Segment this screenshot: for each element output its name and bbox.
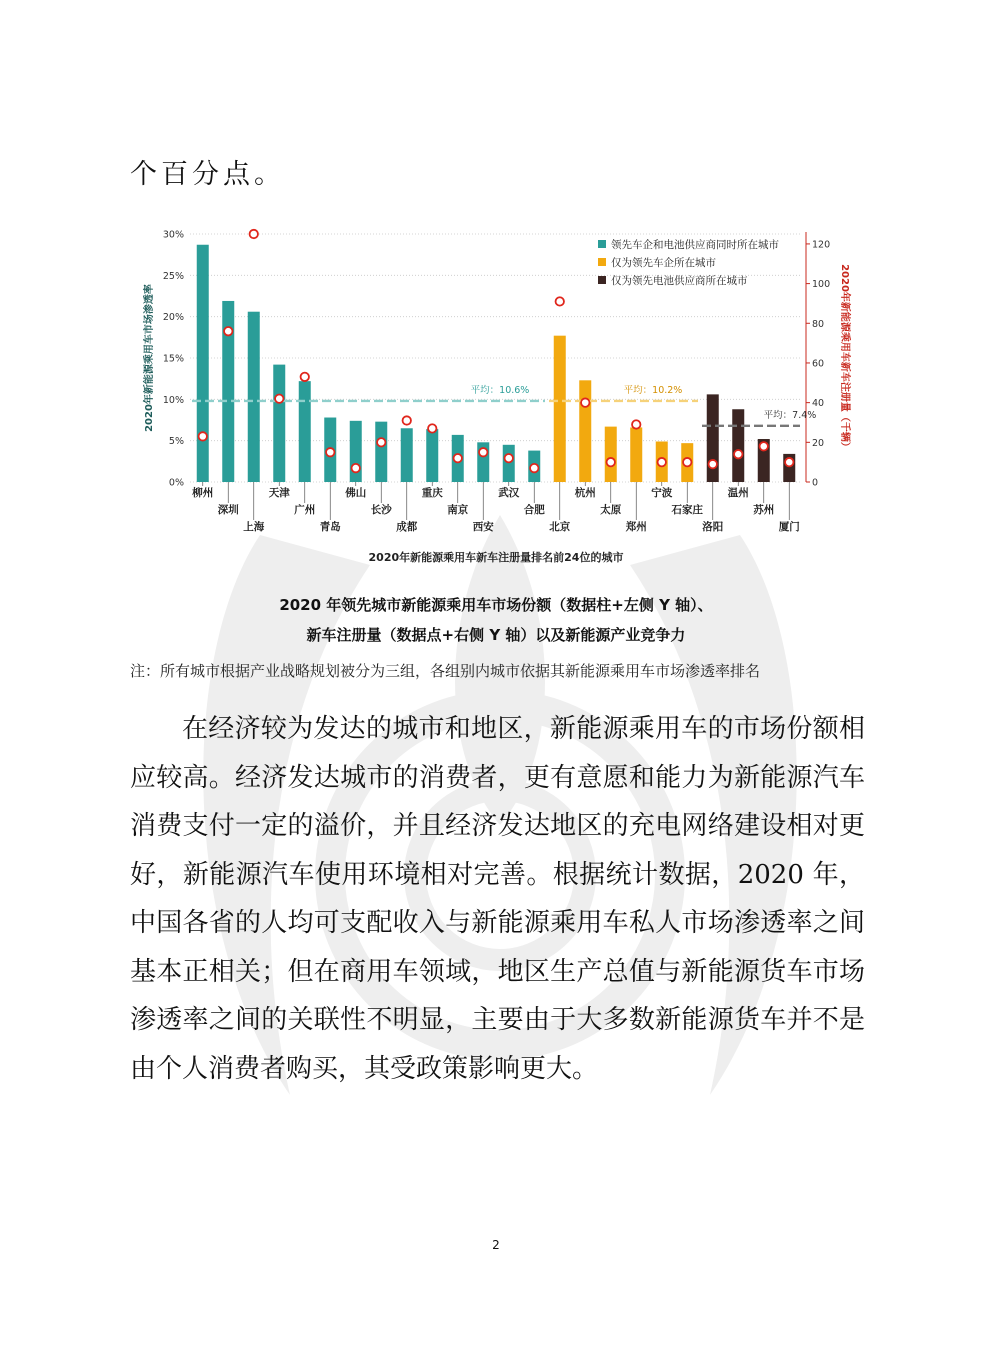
bar-北京 xyxy=(554,336,566,482)
bar-杭州 xyxy=(579,380,591,482)
category-label-长沙: 长沙 xyxy=(370,504,392,516)
dot-深圳 xyxy=(224,327,232,335)
category-label-南京: 南京 xyxy=(447,504,469,516)
dot-合肥 xyxy=(530,464,538,472)
right-tick-label: 120 xyxy=(812,239,831,251)
dot-上海 xyxy=(250,230,258,238)
bar-武汉 xyxy=(503,445,515,482)
right-tick-label: 20 xyxy=(812,437,825,449)
category-label-广州: 广州 xyxy=(294,504,316,516)
category-label-石家庄: 石家庄 xyxy=(671,504,703,516)
dot-佛山 xyxy=(352,464,360,472)
market-share-chart xyxy=(130,222,862,572)
figure-caption-line1: 2020 年领先城市新能源乘用车市场份额（数据柱+左侧 Y 轴）、 xyxy=(279,596,713,614)
dot-成都 xyxy=(403,416,411,424)
category-label-太原: 太原 xyxy=(600,504,622,516)
left-tick-label: 5% xyxy=(168,436,184,448)
dot-温州 xyxy=(734,450,742,458)
legend-swatch-group2 xyxy=(598,258,606,266)
left-tick-label: 25% xyxy=(162,270,184,282)
bar-温州 xyxy=(732,409,744,482)
average-label-group2: 平均：10.2% xyxy=(623,384,683,396)
category-label-重庆: 重庆 xyxy=(421,487,443,499)
figure-caption-line2: 新车注册量（数据点+右侧 Y 轴）以及新能源产业竞争力 xyxy=(306,626,686,644)
bar-天津 xyxy=(273,365,285,482)
left-axis-title: 2020年新能源乘用车市场渗透率 xyxy=(144,284,155,432)
dot-郑州 xyxy=(632,420,640,428)
category-label-厦门: 厦门 xyxy=(778,521,800,533)
legend-swatch-group3 xyxy=(598,276,606,284)
dot-厦门 xyxy=(785,458,793,466)
figure-note: 注：所有城市根据产业战略规划被分为三组，各组别内城市依据其新能源乘用车市场渗透率排名 xyxy=(130,662,761,680)
category-label-合肥: 合肥 xyxy=(523,504,545,516)
body-paragraph: 在经济较为发达的城市和地区，新能源乘用车的市场份额相应较高。经济发达城市的消费者，更有意愿和能力为新能源汽车消费支付一定的溢价，并且经济发达地区的充电网络建设相对更好，新能源汽车使用环境相对完善。根据统计数据，2020 年，中国各省的人均可支配收入与新能源乘用车私人市场渗透率之间基本正相关；但在商用车领域，地区生产总值与新能源货车市场渗透率之间的关联性不明显，主要由于大多数新能源货车并不是由个人消费者购买，其受政策影响更大。 xyxy=(130,714,865,1084)
legend-label-group3: 仅为领先电池供应商所在城市 xyxy=(611,275,748,287)
left-tick-label: 15% xyxy=(162,353,184,365)
right-axis-title: 2020年新能源乘用车新车注册量（千辆） xyxy=(839,264,850,452)
left-tick-label: 0% xyxy=(168,477,184,489)
dot-广州 xyxy=(301,373,309,381)
x-axis-title: 2020年新能源乘用车新车注册量排名前24位的城市 xyxy=(368,551,624,564)
category-label-宁波: 宁波 xyxy=(651,487,673,499)
category-label-洛阳: 洛阳 xyxy=(702,521,724,533)
dot-天津 xyxy=(275,394,283,402)
right-tick-label: 40 xyxy=(812,398,825,410)
right-tick-label: 60 xyxy=(812,358,825,370)
dot-长沙 xyxy=(377,438,385,446)
right-tick-label: 100 xyxy=(812,279,831,291)
bar-重庆 xyxy=(426,429,438,482)
average-label-group3: 平均：7.4% xyxy=(763,409,817,421)
dot-苏州 xyxy=(760,442,768,450)
bar-郑州 xyxy=(630,427,642,482)
page-number: 2 xyxy=(492,1238,500,1252)
category-label-天津: 天津 xyxy=(268,487,290,499)
category-label-郑州: 郑州 xyxy=(625,521,647,533)
dot-柳州 xyxy=(199,432,207,440)
dot-武汉 xyxy=(505,454,513,462)
category-label-杭州: 杭州 xyxy=(574,487,596,499)
category-label-柳州: 柳州 xyxy=(192,487,214,499)
category-label-武汉: 武汉 xyxy=(498,487,520,499)
average-label-group1: 平均：10.6% xyxy=(470,384,530,396)
left-tick-label: 30% xyxy=(162,229,184,241)
dot-太原 xyxy=(607,458,615,466)
legend-label-group2: 仅为领先车企所在城市 xyxy=(611,257,716,269)
category-label-上海: 上海 xyxy=(243,521,265,533)
category-label-青岛: 青岛 xyxy=(319,521,341,533)
left-tick-label: 10% xyxy=(162,394,184,406)
dot-宁波 xyxy=(658,458,666,466)
category-label-温州: 温州 xyxy=(727,487,749,499)
bar-广州 xyxy=(299,381,311,482)
legend-label-group1: 领先车企和电池供应商同时所在城市 xyxy=(611,239,779,251)
dot-青岛 xyxy=(326,448,334,456)
category-label-佛山: 佛山 xyxy=(345,487,367,499)
right-tick-label: 80 xyxy=(812,318,825,330)
legend-swatch-group1 xyxy=(598,240,606,248)
bar-柳州 xyxy=(197,245,209,482)
bar-长沙 xyxy=(375,422,387,482)
bar-太原 xyxy=(605,427,617,482)
right-tick-label: 0 xyxy=(812,477,819,489)
bar-成都 xyxy=(401,428,413,482)
dot-西安 xyxy=(479,448,487,456)
dot-北京 xyxy=(556,297,564,305)
dot-杭州 xyxy=(581,398,589,406)
category-label-成都: 成都 xyxy=(396,521,418,533)
category-label-深圳: 深圳 xyxy=(217,504,239,516)
bar-上海 xyxy=(248,312,260,482)
lead-text: 个百分点。 xyxy=(130,159,285,190)
left-tick-label: 20% xyxy=(162,312,184,324)
dot-洛阳 xyxy=(709,460,717,468)
category-label-北京: 北京 xyxy=(549,521,571,533)
category-label-苏州: 苏州 xyxy=(753,504,775,516)
dot-石家庄 xyxy=(683,458,691,466)
dot-重庆 xyxy=(428,424,436,432)
dot-南京 xyxy=(454,454,462,462)
category-label-西安: 西安 xyxy=(472,521,494,533)
